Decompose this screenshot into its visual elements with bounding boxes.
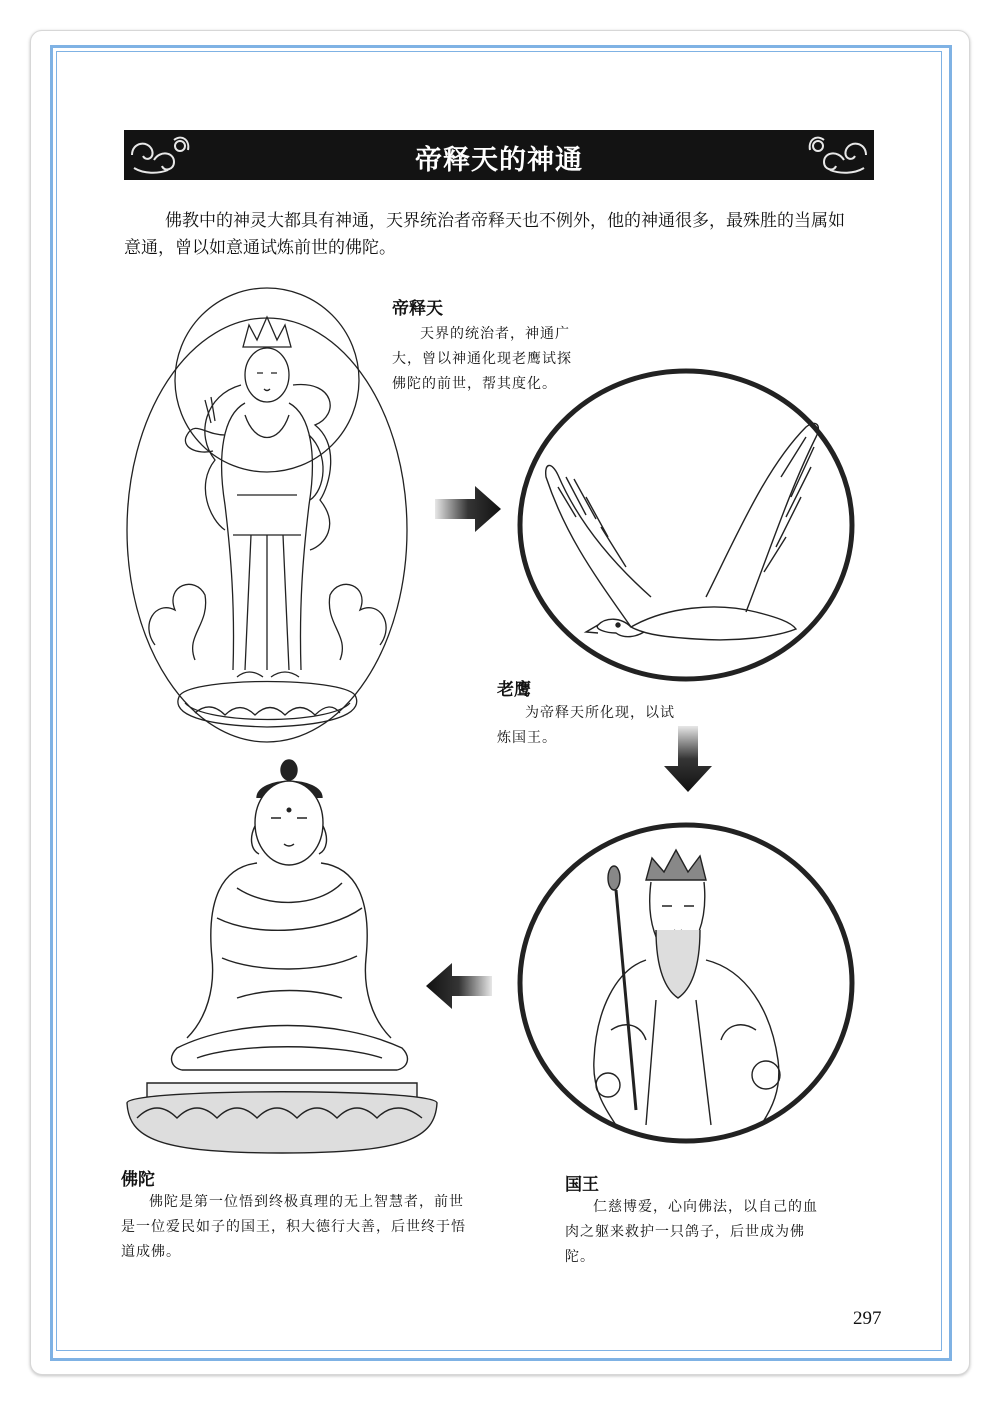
indra-title: 帝释天	[392, 299, 443, 319]
buddha-description: 佛陀是第一位悟到终极真理的无上智慧者，前世是一位爱民如子的国王，积大德行大善，后世终于悟道成佛。	[121, 1194, 466, 1260]
arrow-right-icon	[435, 486, 501, 532]
king-illustration	[516, 820, 856, 1146]
eagle-description: 为帝释天所化现，以试炼国王。	[497, 705, 675, 746]
arrow-down-icon	[664, 726, 712, 792]
intro-paragraph: 佛教中的神灵大都具有神通，天界统治者帝释天也不例外，他的神通很多，最殊胜的当属如意通，曾以如意通试炼前世的佛陀。	[124, 211, 845, 258]
eagle-title: 老鹰	[497, 680, 531, 700]
eagle-illustration	[516, 367, 856, 683]
indra-illustration	[125, 285, 410, 755]
king-description: 仁慈博爱，心向佛法，以自己的血肉之躯来救护一只鸽子，后世成为佛陀。	[565, 1199, 818, 1265]
page-title: 帝释天的神通	[415, 145, 583, 176]
page-number: 297	[853, 1308, 882, 1329]
king-title: 国王	[565, 1175, 599, 1195]
indra-description: 天界的统治者，神通广大，曾以神通化现老鹰试探佛陀的前世，帮其度化。	[392, 326, 572, 392]
buddha-illustration	[117, 758, 442, 1163]
title-banner	[124, 130, 874, 180]
cloud-ornament-right-icon	[804, 130, 874, 180]
arrow-left-icon	[426, 963, 492, 1009]
buddha-title: 佛陀	[121, 1170, 155, 1190]
